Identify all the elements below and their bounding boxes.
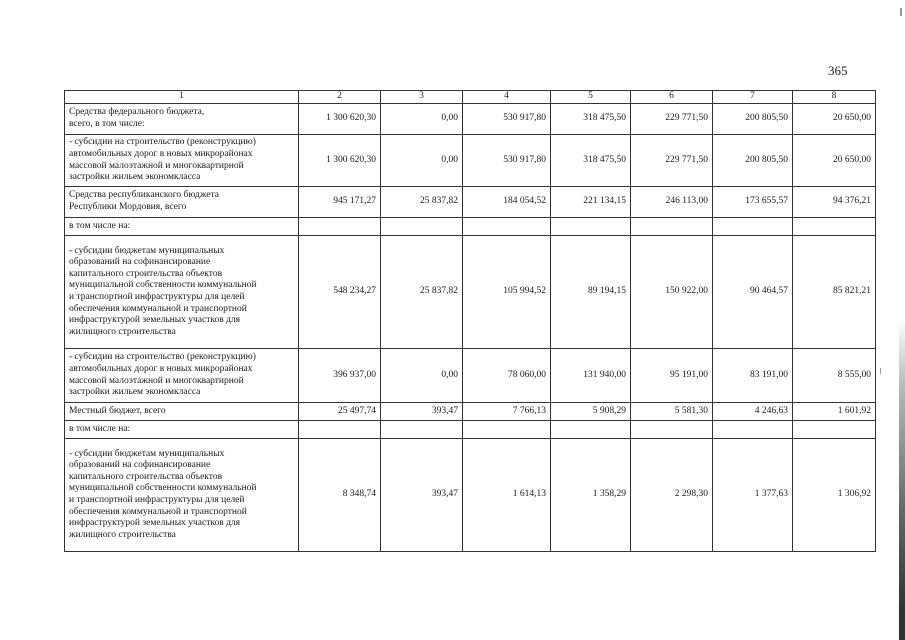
value-cell — [299, 421, 381, 439]
value-cell: 5 908,29 — [551, 403, 631, 421]
header-cell: 2 — [299, 91, 381, 104]
value-cell: 1 358,29 — [551, 439, 631, 552]
value-cell — [631, 421, 713, 439]
header-cell: 8 — [793, 91, 876, 104]
budget-table — [64, 90, 876, 552]
value-cell: 221 134,15 — [551, 187, 631, 218]
table-body — [65, 104, 876, 552]
value-cell: 20 650,00 — [793, 135, 876, 187]
value-cell: 150 922,00 — [631, 236, 713, 349]
header-cell: 6 — [631, 91, 713, 104]
value-cell: 318 475,50 — [551, 104, 631, 135]
value-cell: 246 113,00 — [631, 187, 713, 218]
value-cell — [381, 218, 463, 236]
table-row — [65, 218, 876, 236]
value-cell: 1 614,13 — [463, 439, 551, 552]
value-cell: 90 464,57 — [713, 236, 793, 349]
value-cell: 131 940,00 — [551, 349, 631, 403]
table-row — [65, 135, 876, 187]
value-cell: 1 306,92 — [793, 439, 876, 552]
row-description: - субсидии на строительство (реконструкцию) автомобильных дорог в новых микрорайонах массовой малоэтажной и многоквартирной застройки жильем экономкласса — [65, 135, 299, 187]
value-cell: 1 300 620,30 — [299, 135, 381, 187]
table-row — [65, 349, 876, 403]
value-cell: 173 655,57 — [713, 187, 793, 218]
value-cell: 94 376,21 — [793, 187, 876, 218]
value-cell — [551, 421, 631, 439]
scan-speck — [880, 368, 881, 374]
table-row — [65, 236, 876, 349]
value-cell: 8 348,74 — [299, 439, 381, 552]
row-description: в том числе на: — [65, 218, 299, 236]
row-description: - субсидии бюджетам муниципальных образований на софинансирование капитального строительства объектов муниципальной собственности коммунальной и транспортной инфраструктуры для целей обеспечения коммунальной и транспортной инфраструктурой земельных участков для жилищного строительства — [65, 236, 299, 349]
value-cell: 0,00 — [381, 135, 463, 187]
value-cell — [713, 421, 793, 439]
table-row — [65, 187, 876, 218]
value-cell — [631, 218, 713, 236]
value-cell: 83 191,00 — [713, 349, 793, 403]
value-cell: 945 171,27 — [299, 187, 381, 218]
value-cell: 530 917,80 — [463, 135, 551, 187]
scan-speck — [900, 8, 902, 16]
header-cell: 4 — [463, 91, 551, 104]
value-cell — [551, 218, 631, 236]
value-cell: 4 246,63 — [713, 403, 793, 421]
value-cell — [463, 218, 551, 236]
value-cell: 548 234,27 — [299, 236, 381, 349]
scan-edge-shadow — [899, 0, 905, 640]
value-cell: 1 377,63 — [713, 439, 793, 552]
row-description: - субсидии на строительство (реконструкцию) автомобильных дорог в новых микрорайонах массовой малоэтажной и многоквартирной застройки жильем экономкласса — [65, 349, 299, 403]
value-cell: 25 837,82 — [381, 236, 463, 349]
value-cell: 105 994,52 — [463, 236, 551, 349]
table-row — [65, 421, 876, 439]
value-cell — [463, 421, 551, 439]
value-cell: 20 650,00 — [793, 104, 876, 135]
header-cell: 5 — [551, 91, 631, 104]
table-row — [65, 403, 876, 421]
value-cell: 200 805,50 — [713, 135, 793, 187]
value-cell: 85 821,21 — [793, 236, 876, 349]
page-number: 365 — [828, 63, 848, 78]
value-cell — [793, 421, 876, 439]
value-cell: 200 805,50 — [713, 104, 793, 135]
header-cell: 1 — [65, 91, 299, 104]
header-cell: 3 — [381, 91, 463, 104]
value-cell: 7 766,13 — [463, 403, 551, 421]
table-header-row — [65, 91, 876, 104]
value-cell — [299, 218, 381, 236]
value-cell: 5 581,30 — [631, 403, 713, 421]
value-cell: 8 555,00 — [793, 349, 876, 403]
table-row — [65, 439, 876, 552]
value-cell: 393,47 — [381, 403, 463, 421]
value-cell — [713, 218, 793, 236]
value-cell: 229 771,50 — [631, 104, 713, 135]
value-cell: 393,47 — [381, 439, 463, 552]
value-cell: 25 837,82 — [381, 187, 463, 218]
table-row — [65, 104, 876, 135]
header-cell: 7 — [713, 91, 793, 104]
value-cell: 184 054,52 — [463, 187, 551, 218]
value-cell: 78 060,00 — [463, 349, 551, 403]
row-description: Местный бюджет, всего — [65, 403, 299, 421]
value-cell: 396 937,00 — [299, 349, 381, 403]
value-cell — [381, 421, 463, 439]
value-cell: 95 191,00 — [631, 349, 713, 403]
value-cell: 89 194,15 — [551, 236, 631, 349]
row-description: Средства республиканского бюджета Республики Мордовия, всего — [65, 187, 299, 218]
row-description: в том числе на: — [65, 421, 299, 439]
value-cell: 1 601,92 — [793, 403, 876, 421]
value-cell: 2 298,30 — [631, 439, 713, 552]
row-description: Средства федерального бюджета, всего, в том числе: — [65, 104, 299, 135]
value-cell: 25 497,74 — [299, 403, 381, 421]
value-cell: 0,00 — [381, 104, 463, 135]
row-description: - субсидии бюджетам муниципальных образований на софинансирование капитального строительства объектов муниципальной собственности коммунальной и транспортной инфраструктуры для целей обеспечения коммунальной и транспортной инфраструктурой земельных участков для жилищного строительства — [65, 439, 299, 552]
value-cell: 0,00 — [381, 349, 463, 403]
value-cell: 530 917,80 — [463, 104, 551, 135]
value-cell: 229 771,50 — [631, 135, 713, 187]
value-cell — [793, 218, 876, 236]
value-cell: 1 300 620,30 — [299, 104, 381, 135]
value-cell: 318 475,50 — [551, 135, 631, 187]
